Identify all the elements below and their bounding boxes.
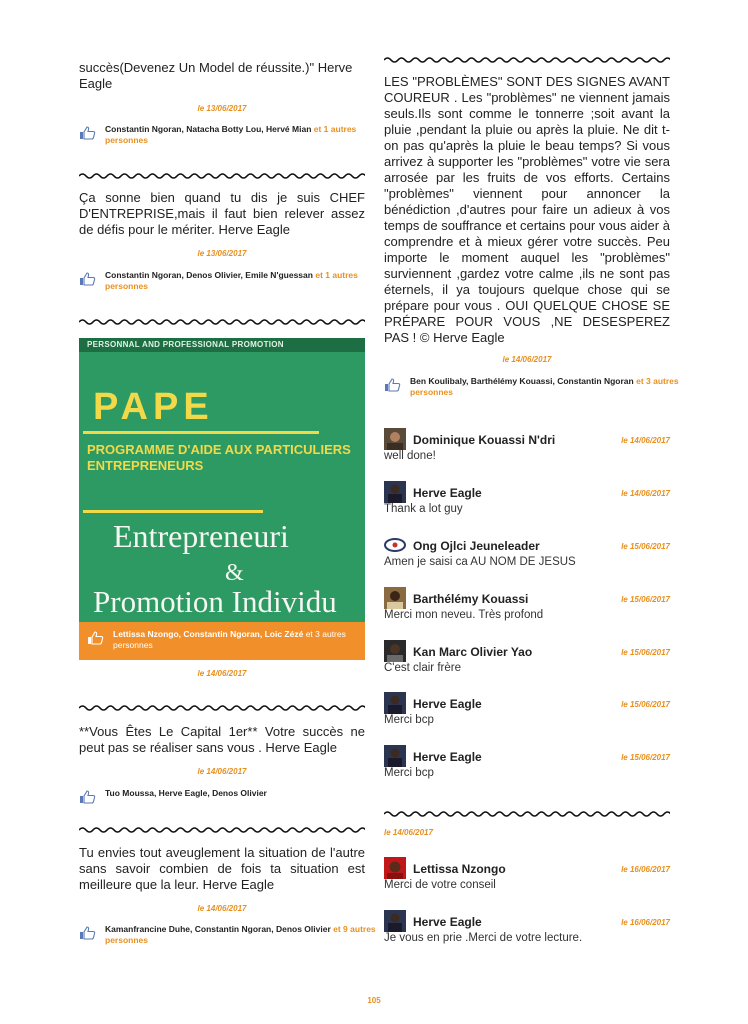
section-date: le 14/06/2017: [384, 828, 433, 837]
likes-names: Lettissa Nzongo, Constantin Ngoran, Loic Zézé: [113, 629, 304, 639]
comment-date: le 15/06/2017: [621, 595, 670, 604]
post-text: Tu envies tout aveuglement la situation de l'autre sans savoir combien de fois ta situation est meilleure que la leur. Herve Eagle: [79, 845, 365, 892]
avatar[interactable]: [384, 910, 406, 932]
comment-text: Thank a lot guy: [384, 503, 463, 515]
post-date: le 14/06/2017: [197, 767, 247, 776]
comment-date: le 16/06/2017: [621, 918, 670, 927]
banner-line: [83, 431, 319, 434]
banner-line: [83, 510, 263, 513]
thumbs-up-icon: [79, 126, 97, 140]
wavy-divider: [79, 318, 365, 326]
comment-text: C'est clair frère: [384, 662, 461, 674]
likes-row[interactable]: [384, 376, 696, 398]
comment-author[interactable]: Lettissa Nzongo: [413, 862, 506, 876]
banner-program-text: [87, 442, 351, 474]
post-date: le 14/06/2017: [502, 355, 552, 364]
likes-more[interactable]: et 1 autres personnes: [105, 270, 358, 291]
comment-author[interactable]: Kan Marc Olivier Yao: [413, 645, 533, 659]
comment-author[interactable]: Herve Eagle: [413, 750, 482, 764]
comment-date: le 15/06/2017: [621, 753, 670, 762]
avatar[interactable]: [384, 428, 406, 450]
comment-text: Merci de votre conseil: [384, 879, 496, 891]
thumbs-up-icon: [384, 378, 402, 392]
wavy-divider: [384, 810, 670, 818]
likes-names: Ben Koulibaly, Barthélémy Kouassi, Constantin Ngoran: [410, 376, 634, 386]
comment-author[interactable]: Herve Eagle: [413, 697, 482, 711]
likes-names: Kamanfrancine Duhe, Constantin Ngoran, Denos Olivier: [105, 924, 331, 934]
post-date: le 13/06/2017: [197, 249, 247, 258]
thumbs-up-icon: [87, 631, 105, 645]
comment-date: le 14/06/2017: [621, 489, 670, 498]
post-text: succès(Devenez Un Model de réussite.)" Herve Eagle: [79, 60, 353, 91]
avatar[interactable]: [384, 857, 406, 879]
likes-names: Constantin Ngoran, Natacha Botty Lou, Hervé Mian: [105, 124, 312, 134]
avatar[interactable]: [384, 481, 406, 503]
avatar[interactable]: [384, 692, 406, 714]
banner-top-text: PERSONNAL AND PROFESSIONAL PROMOTION: [79, 338, 365, 352]
pape-promo-image[interactable]: [79, 338, 365, 660]
comment-date: le 14/06/2017: [621, 436, 670, 445]
banner-pape-title: PAPE: [93, 386, 214, 428]
comment-text: Merci mon neveu. Très profond: [384, 609, 544, 621]
comment-author[interactable]: Barthélémy Kouassi: [413, 592, 529, 606]
comment-text: Merci bcp: [384, 714, 434, 726]
banner-ampersand: &: [225, 560, 244, 586]
post-text: Ça sonne bien quand tu dis je suis CHEF D'ENTREPRISE,mais il faut bien relever assez de défis pour le mériter. Herve Eagle: [79, 190, 365, 237]
avatar[interactable]: [384, 534, 406, 556]
comment-date: le 16/06/2017: [621, 865, 670, 874]
comment-date: le 15/06/2017: [621, 542, 670, 551]
comment-text: Amen je saisi ca AU NOM DE JESUS: [384, 556, 576, 568]
banner-program-line1: PROGRAMME D'AIDE AUX PARTICULIERS: [87, 442, 351, 457]
likes-row[interactable]: [79, 270, 391, 292]
likes-row[interactable]: [79, 788, 391, 799]
likes-row[interactable]: [79, 124, 391, 146]
comment-text: well done!: [384, 450, 436, 462]
wavy-divider: [79, 172, 365, 180]
likes-row[interactable]: [79, 924, 391, 946]
post-text: LES "PROBLÈMES" SONT DES SIGNES AVANT COUREUR . Les "problèmes" ne viennent jamais seuls.Ils sont comme le tonnerre ;soit avant la pluie ,pendant la pluie ou après la pluie. Ne dit t-on pas qu'après la pluie le beau temps? Si vous arrivez à supporter les "problèmes" votre vie sera arrosée par les fruits de vos efforts. Certains "problèmes" viennent pour annoncer la bénédiction ,d'autres pour faire un adieux à vos temps de souffrance et certains pour vous aider à comprendre et à mieux gérer votre succès. Peu importe le moment auquel les "problèmes" surviennent ,gardez votre calme ,ils ne sont pas éternels, il ya toujours quelque chose qui se prépare pour vous . OUI QUELQUE CHOSE SE PRÉPARE POUR VOUS ,NE DESESPEREZ PAS ! © Herve Eagle: [384, 74, 670, 345]
comment-author[interactable]: Ong Ojlci Jeuneleader: [413, 539, 540, 553]
comment-author[interactable]: Herve Eagle: [413, 915, 482, 929]
likes-more[interactable]: et 3 autres personnes: [410, 376, 679, 397]
likes-names: Constantin Ngoran, Denos Olivier, Emile N'guessan: [105, 270, 313, 280]
post-text: **Vous Êtes Le Capital 1er** Votre succès ne peut pas se réaliser sans vous . Herve Eagle: [79, 724, 365, 755]
post-date: le 13/06/2017: [197, 104, 247, 113]
thumbs-up-icon: [79, 926, 97, 940]
banner-promotion-text: Promotion Individu: [93, 584, 337, 619]
banner-entrepreneur-text: Entrepreneuri: [113, 518, 289, 554]
comment-text: Merci bcp: [384, 767, 434, 779]
wavy-divider: [384, 56, 670, 64]
comment-date: le 15/06/2017: [621, 700, 670, 709]
avatar[interactable]: [384, 745, 406, 767]
comment-text: Je vous en prie .Merci de votre lecture.: [384, 932, 583, 944]
avatar[interactable]: [384, 640, 406, 662]
avatar[interactable]: [384, 587, 406, 609]
wavy-divider: [79, 826, 365, 834]
likes-more[interactable]: et 1 autres personnes: [105, 124, 357, 145]
post-date: le 14/06/2017: [197, 669, 247, 678]
comment-date: le 15/06/2017: [621, 648, 670, 657]
thumbs-up-icon: [79, 272, 97, 286]
likes-more[interactable]: et 9 autres personnes: [105, 924, 376, 945]
likes-row[interactable]: [87, 629, 365, 651]
likes-more[interactable]: et 3 autres personnes: [113, 629, 346, 650]
banner-likes-bar: [79, 622, 365, 660]
wavy-divider: [79, 704, 365, 712]
page-number: 105: [367, 996, 381, 1005]
comment-author[interactable]: Dominique Kouassi N'dri: [413, 433, 556, 447]
likes-names: Tuo Moussa, Herve Eagle, Denos Olivier: [105, 788, 267, 798]
thumbs-up-icon: [79, 790, 97, 804]
post-date: le 14/06/2017: [197, 904, 247, 913]
banner-program-line2: ENTREPRENEURS: [87, 458, 204, 473]
comment-author[interactable]: Herve Eagle: [413, 486, 482, 500]
